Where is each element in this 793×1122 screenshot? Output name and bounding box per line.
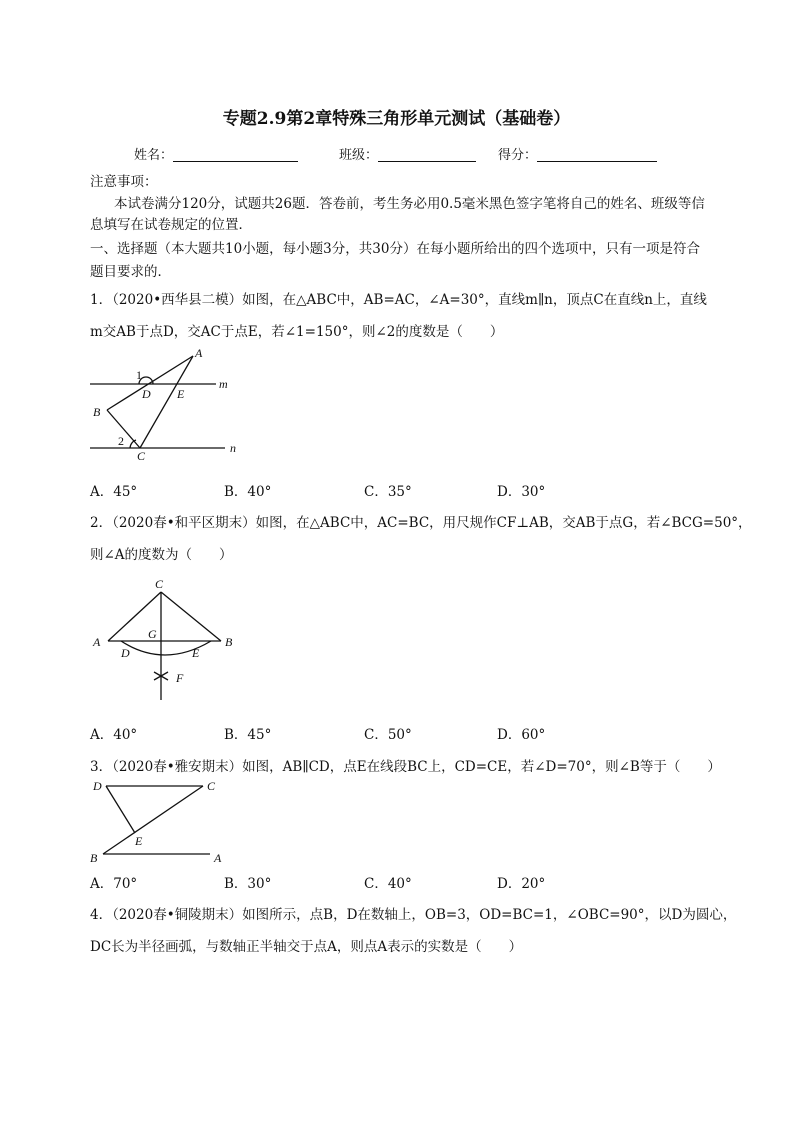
q2-label-g: G: [148, 627, 157, 641]
q1-figure: [85, 344, 245, 464]
class-label: 班级：: [339, 148, 379, 163]
q3-label-e: E: [135, 834, 143, 848]
q3-label-c: C: [207, 779, 216, 793]
q1-line-2: m交AB于点D，交AC于点E，若∠1=150°，则∠2的度数是（ ）: [90, 324, 504, 340]
q3-option-a[interactable]: A．70°: [90, 876, 138, 892]
notice-line-1: 本试卷满分120分，试题共26题．答卷前，考生务必用0.5毫米黑色签字笔将自己的姓名、班级等信: [114, 196, 705, 212]
q3-label-b: B: [90, 851, 98, 865]
class-blank[interactable]: [378, 147, 476, 162]
q2-line-2: 则∠A的度数为（ ）: [90, 547, 233, 563]
q2-option-a[interactable]: A．40°: [90, 727, 138, 743]
name-label: 姓名：: [134, 148, 174, 163]
name-blank[interactable]: [173, 147, 298, 162]
q4-line-2: DC长为半径画弧，与数轴正半轴交于点A，则点A表示的实数是（ ）: [90, 939, 523, 955]
q1-label-d: D: [142, 387, 151, 401]
q3-option-c[interactable]: C．40°: [364, 876, 412, 892]
q1-option-b[interactable]: B．40°: [224, 484, 272, 500]
notice-heading: 注意事项：: [90, 174, 158, 190]
q2-side-bc: [161, 592, 221, 641]
q1-label-a: A: [195, 346, 203, 360]
score-field: [498, 144, 657, 163]
q2-line-1: 2．（2020春•和平区期末）如图，在△ABC中，AC=BC，用尺规作CF⊥AB，交AB于点G，若∠BCG=50°，: [90, 515, 752, 531]
q2-label-d: D: [121, 646, 130, 660]
q2-option-c[interactable]: C．50°: [364, 727, 412, 743]
section-line-2: 题目要求的．: [90, 264, 171, 280]
q2-label-a: A: [93, 635, 101, 649]
name-field: [134, 144, 298, 163]
q2-figure: [88, 574, 248, 704]
q2-label-e: E: [192, 646, 200, 660]
q1-label-c: C: [137, 449, 146, 463]
page-title: 专题2.9第2章特殊三角形单元测试（基础卷）: [222, 109, 571, 129]
class-field: [339, 144, 476, 163]
q2-label-c: C: [155, 577, 164, 591]
section-line-1: 一、选择题（本大题共10小题，每小题3分，共30分）在每小题所给出的四个选项中，只有一项是符合: [90, 241, 700, 257]
q3-option-d[interactable]: D．20°: [497, 876, 546, 892]
notice-line-2: 息填写在试卷规定的位置．: [90, 217, 252, 233]
q3-label-d: D: [93, 779, 102, 793]
q3-line-1: 3．（2020春•雅安期末）如图，AB∥CD，点E在线段BC上，CD=CE，若∠D=70°，则∠B等于（ ）: [90, 759, 721, 775]
q2-option-b[interactable]: B．45°: [224, 727, 272, 743]
q1-label-b: B: [93, 405, 101, 419]
score-blank[interactable]: [537, 147, 657, 162]
q1-side-ab: [107, 356, 193, 410]
q2-label-f: F: [176, 671, 184, 685]
q1-label-2: 2: [118, 434, 124, 448]
q2-label-b: B: [225, 635, 233, 649]
q3-option-b[interactable]: B．30°: [224, 876, 272, 892]
q1-line-1: 1．（2020•西华县二模）如图，在△ABC中，AB=AC，∠A=30°，直线m∥n，顶点C在直线n上，直线: [90, 292, 707, 308]
q1-option-c[interactable]: C．35°: [364, 484, 412, 500]
q2-option-d[interactable]: D．60°: [497, 727, 546, 743]
score-label: 得分：: [498, 148, 538, 163]
q3-label-a: A: [214, 851, 222, 865]
q4-line-1: 4．（2020春•铜陵期末）如图所示，点B，D在数轴上，OB=3，OD=BC=1，∠OBC=90°，以D为圆心，: [90, 907, 737, 923]
q1-label-e: E: [177, 387, 185, 401]
q3-segment-bc: [103, 786, 203, 854]
q3-figure: [88, 776, 238, 866]
q1-side-ac: [140, 356, 193, 448]
q1-option-d[interactable]: D．30°: [497, 484, 546, 500]
q1-option-a[interactable]: A．45°: [90, 484, 138, 500]
q1-label-1: 1: [136, 368, 142, 382]
q1-label-n: n: [230, 441, 236, 455]
q1-angle-2-arc: [130, 440, 136, 448]
q1-label-m: m: [219, 377, 228, 391]
q3-segment-de: [106, 786, 135, 833]
